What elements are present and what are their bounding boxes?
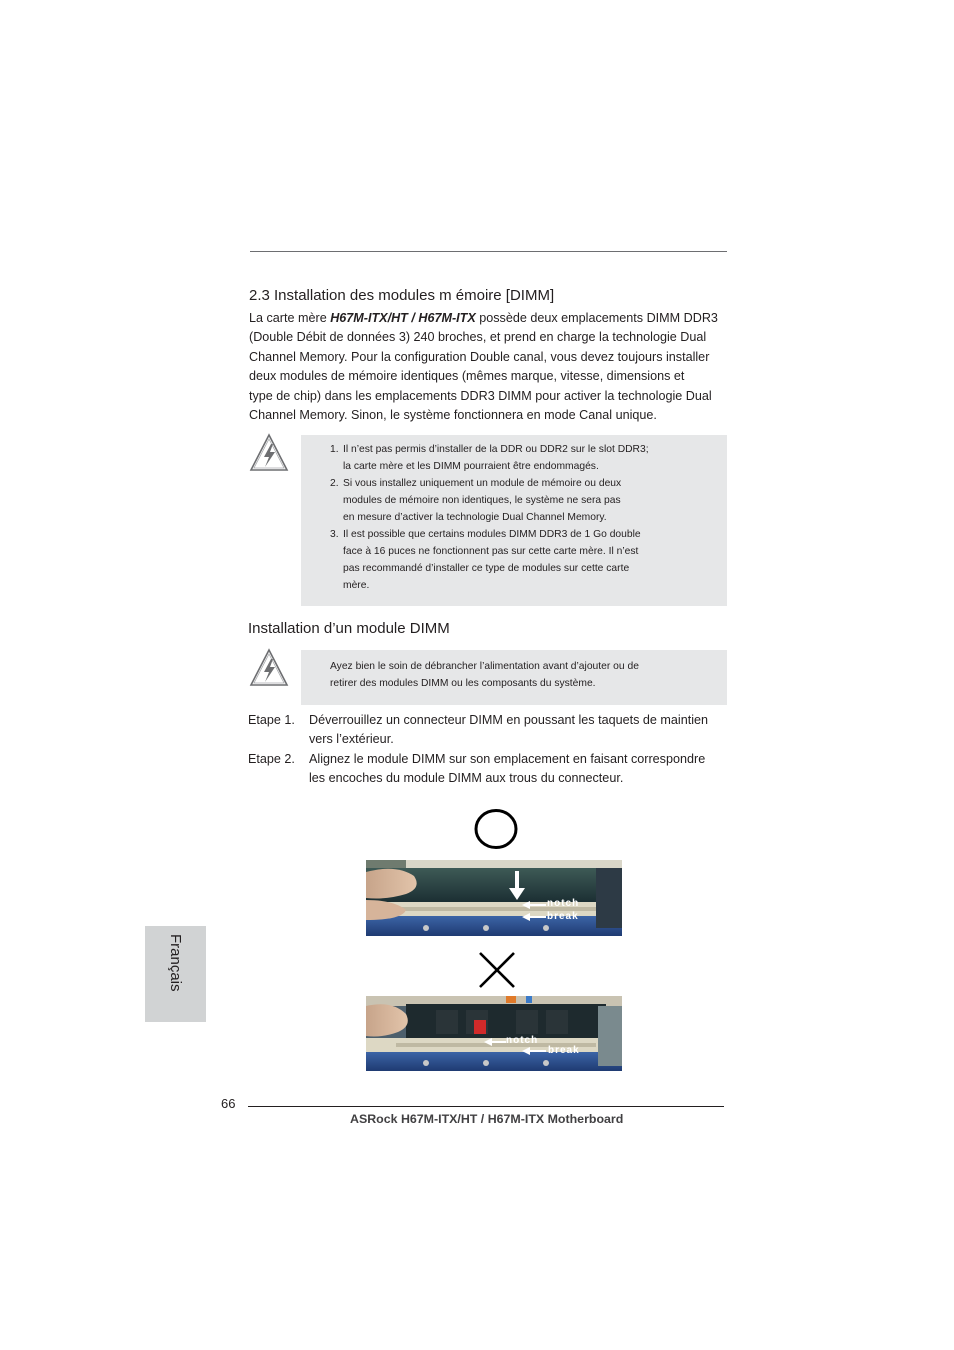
intro-model: H67M-ITX/HT / H67M-ITX	[330, 311, 476, 325]
item-line: pas recommandé d’installer ce type de modules sur cette carte	[343, 563, 630, 574]
item-line: la carte mère et les DIMM pourraient être endommagés.	[343, 461, 599, 472]
step-line: Alignez le module DIMM sur son emplacement en faisant correspondre	[309, 752, 706, 766]
break-label: break	[547, 911, 579, 922]
break-label: break	[548, 1045, 580, 1056]
item-line: en mesure d’activer la technologie Dual Channel Memory.	[343, 512, 607, 523]
language-tab	[145, 926, 206, 1022]
item-number: 1.	[330, 444, 339, 455]
intro-start: La carte mère	[249, 311, 331, 325]
note-line: Ayez bien le soin de débrancher l’alimentation avant d’ajouter ou de	[330, 661, 639, 672]
step-line: les encoches du module DIMM aux trous du connecteur.	[309, 771, 624, 786]
power-warning-text	[330, 658, 639, 692]
notch-label: notch	[506, 1035, 539, 1046]
intro-line1-rest: possède deux emplacements DIMM DDR3	[475, 311, 718, 325]
step-body	[309, 750, 705, 789]
warning-icon	[249, 648, 289, 688]
intro-line-1	[249, 309, 729, 328]
list-item	[330, 475, 649, 526]
footer-rule	[248, 1106, 724, 1107]
item-line: face à 16 puces ne fonctionnent pas sur cette carte mère. Il n’est	[343, 546, 639, 557]
correct-circle-icon	[473, 807, 519, 851]
item-line: Si vous installez uniquement un module de mémoire ou deux	[343, 478, 622, 489]
note-line: retirer des modules DIMM ou les composants du système.	[330, 678, 596, 689]
intro-line: deux modules de mémoire identiques (mêmes marque, vitesse, dimensions et	[249, 369, 685, 384]
item-number: 3.	[330, 529, 339, 540]
list-item	[330, 526, 649, 594]
step-label: Etape 2.	[248, 752, 295, 766]
step-line: Déverrouillez un connecteur DIMM en poussant les taquets de maintien	[309, 713, 709, 727]
step-body	[309, 711, 708, 750]
item-line: modules de mémoire non identiques, le système ne sera pas	[343, 495, 621, 506]
list-item	[330, 441, 649, 475]
intro-line: (Double Débit de données 3) 240 broches, et prend en charge la technologie Dual	[249, 330, 707, 345]
wrong-insertion-photo	[366, 996, 622, 1071]
item-line: mère.	[343, 580, 370, 591]
item-line: Il est possible que certains modules DIMM DDR3 de 1 Go double	[343, 529, 641, 540]
notch-label: notch	[547, 898, 580, 909]
subsection-title: Installation d’un module DIMM	[248, 620, 450, 637]
footer-text: ASRock H67M-ITX/HT / H67M-ITX Motherboard	[350, 1112, 624, 1126]
item-number: 2.	[330, 478, 339, 489]
power-warning-box	[301, 650, 727, 705]
intro-paragraph	[249, 309, 729, 425]
wrong-cross-icon	[478, 951, 516, 989]
language-tab-label: Français	[167, 934, 184, 992]
intro-line: Channel Memory. Pour la configuration Double canal, vous devez toujours installer	[249, 349, 710, 364]
top-rule	[250, 251, 727, 252]
warning-note-box	[301, 435, 727, 606]
step-line: vers l’extérieur.	[309, 732, 394, 747]
warning-list	[330, 441, 649, 594]
section-title: 2.3 Installation des modules m émoire [DIMM]	[249, 287, 555, 304]
intro-line: type de chip) dans les emplacements DDR3 DIMM pour activer la technologie Dual	[249, 388, 712, 403]
page-number: 66	[221, 1096, 236, 1111]
step-label: Etape 1.	[248, 713, 295, 727]
correct-insertion-photo	[366, 860, 622, 936]
intro-line: Channel Memory. Sinon, le système fonctionnera en mode Canal unique.	[249, 408, 657, 423]
item-line: Il n’est pas permis d’installer de la DDR ou DDR2 sur le slot DDR3;	[343, 444, 649, 455]
warning-icon	[249, 433, 289, 473]
